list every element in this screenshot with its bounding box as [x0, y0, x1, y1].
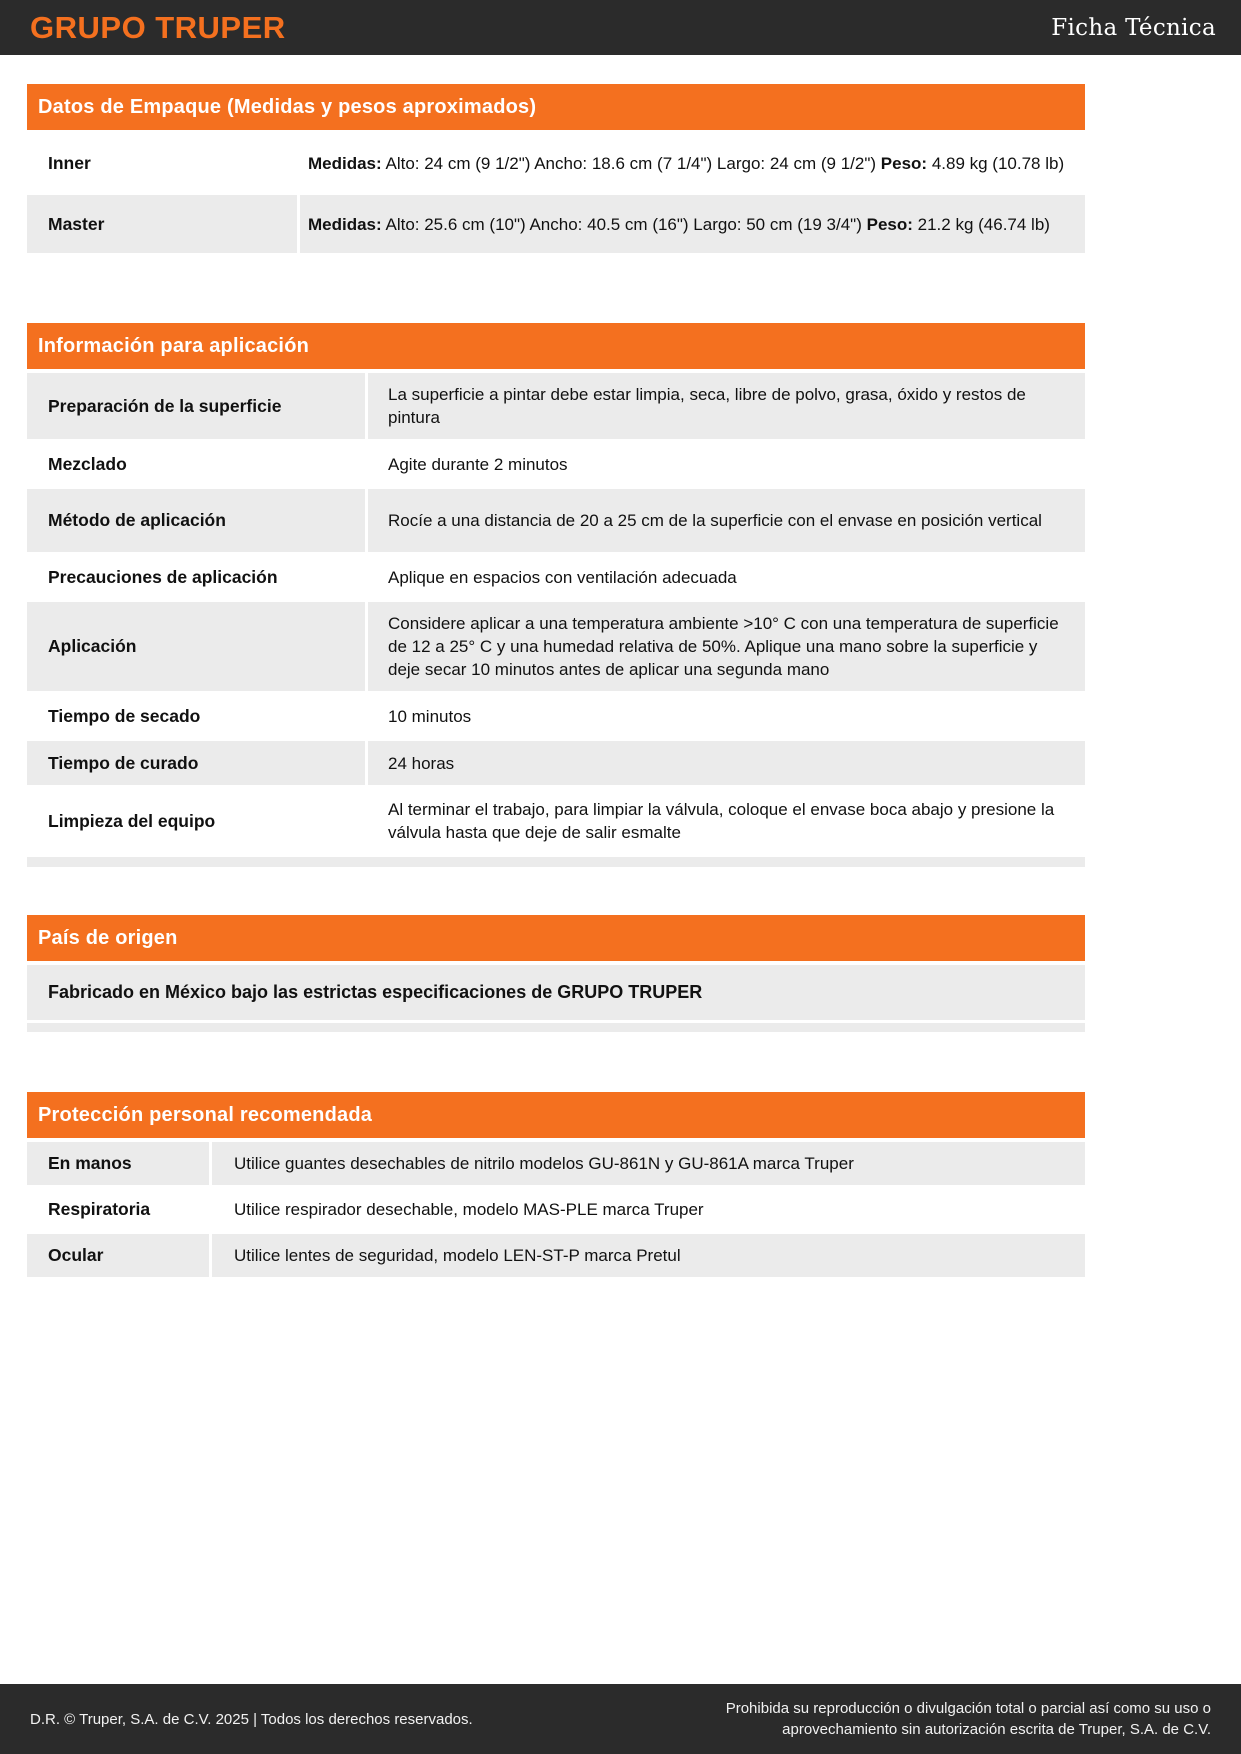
row-value: Rocíe a una distancia de 20 a 25 cm de la superficie con el envase en posición vertical	[368, 489, 1085, 552]
row-label: Aplicación	[27, 602, 365, 691]
row-value: 24 horas	[368, 741, 1085, 785]
table-row	[27, 195, 1085, 253]
peso-text: 4.89 kg (10.78 lb)	[931, 153, 1065, 173]
legal-text	[726, 1698, 1211, 1740]
medidas-label: Medidas:	[308, 214, 382, 234]
row-label: Tiempo de secado	[27, 694, 365, 738]
table-row	[27, 134, 1085, 192]
legal-line-1: Prohibida su reproducción o divulgación total o parcial así como su uso o	[725, 1700, 1211, 1717]
medidas-text: Alto: 25.6 cm (10") Ancho: 40.5 cm (16") Largo: 50 cm (19 3/4")	[385, 214, 862, 234]
row-value: 10 minutos	[368, 694, 1085, 738]
row-label: Tiempo de curado	[27, 741, 365, 785]
table-row	[27, 694, 1085, 738]
bottom-bar	[0, 1684, 1241, 1754]
row-value: Utilice guantes desechables de nitrilo modelos GU-861N y GU-861A marca Truper	[212, 1142, 1085, 1185]
medidas-text: Alto: 24 cm (9 1/2") Ancho: 18.6 cm (7 1/4") Largo: 24 cm (9 1/2")	[385, 153, 877, 173]
table-row	[27, 442, 1085, 486]
row-value: Utilice lentes de seguridad, modelo LEN-ST-P marca Pretul	[212, 1234, 1085, 1277]
section-proteccion	[27, 1092, 1085, 1277]
row-value: Al terminar el trabajo, para limpiar la válvula, coloque el envase boca abajo y presione la válvula hasta que deje de salir esmalte	[368, 788, 1085, 854]
table-row	[27, 602, 1085, 691]
row-label: Ocular	[27, 1234, 209, 1277]
row-value: Agite durante 2 minutos	[368, 442, 1085, 486]
medidas-label: Medidas:	[308, 153, 382, 173]
peso-label: Peso:	[866, 214, 913, 234]
table-row	[27, 741, 1085, 785]
row-label: Respiratoria	[27, 1188, 209, 1231]
table-row	[27, 1142, 1085, 1185]
top-bar	[0, 0, 1241, 55]
section-header-origen: País de origen	[27, 915, 1085, 961]
aplicacion-table	[27, 373, 1085, 867]
row-label: Método de aplicación	[27, 489, 365, 552]
row-value: La superficie a pintar debe estar limpia, seca, libre de polvo, grasa, óxido y restos de pintura	[368, 373, 1085, 439]
proteccion-table	[27, 1142, 1085, 1277]
legal-line-2: aprovechamiento sin autorización escrita de Truper, S.A. de C.V.	[782, 1721, 1211, 1738]
row-label: En manos	[27, 1142, 209, 1185]
table-row	[27, 1234, 1085, 1277]
row-value: Utilice respirador desechable, modelo MAS-PLE marca Truper	[212, 1188, 1085, 1231]
section-header-aplicacion: Información para aplicación	[27, 323, 1085, 369]
section-header-proteccion: Protección personal recomendada	[27, 1092, 1085, 1138]
copyright-text: D.R. © Truper, S.A. de C.V. 2025 | Todos los derechos reservados.	[30, 1710, 473, 1728]
table-row	[27, 555, 1085, 599]
logo-word-grupo: GRUPO	[30, 9, 147, 45]
row-label: Inner	[27, 134, 297, 192]
table-row	[27, 489, 1085, 552]
section-aplicacion	[27, 323, 1085, 867]
row-value	[300, 134, 1085, 192]
row-label: Mezclado	[27, 442, 365, 486]
row-value: Aplique en espacios con ventilación adecuada	[368, 555, 1085, 599]
empaque-table	[27, 134, 1085, 253]
table-end-strip	[27, 1023, 1085, 1032]
table-row	[27, 788, 1085, 854]
row-label: Limpieza del equipo	[27, 788, 365, 854]
grupo-truper-logo	[30, 10, 286, 46]
peso-text: 21.2 kg (46.74 lb)	[917, 214, 1050, 234]
section-header-empaque: Datos de Empaque (Medidas y pesos aproximados)	[27, 84, 1085, 130]
document-title: Ficha Técnica	[1051, 14, 1216, 41]
table-row	[27, 373, 1085, 439]
origin-statement: Fabricado en México bajo las estrictas especificaciones de GRUPO TRUPER	[27, 965, 1085, 1020]
table-end-strip	[27, 857, 1085, 867]
row-label: Master	[27, 195, 297, 253]
peso-label: Peso:	[880, 153, 928, 173]
row-label: Precauciones de aplicación	[27, 555, 365, 599]
row-value: Considere aplicar a una temperatura ambiente >10° C con una temperatura de superficie de 12 a 25° C y una humedad relativa de 50%. Aplique una mano sobre la superficie y deje secar 10 minutos antes de aplicar una segunda mano	[368, 602, 1085, 691]
section-empaque	[27, 84, 1085, 253]
logo-word-truper: TRUPER	[155, 9, 286, 45]
table-row	[27, 1188, 1085, 1231]
row-label: Preparación de la superficie	[27, 373, 365, 439]
sheet-content	[27, 84, 1085, 1280]
section-origen	[27, 915, 1085, 1032]
row-value	[300, 195, 1085, 253]
